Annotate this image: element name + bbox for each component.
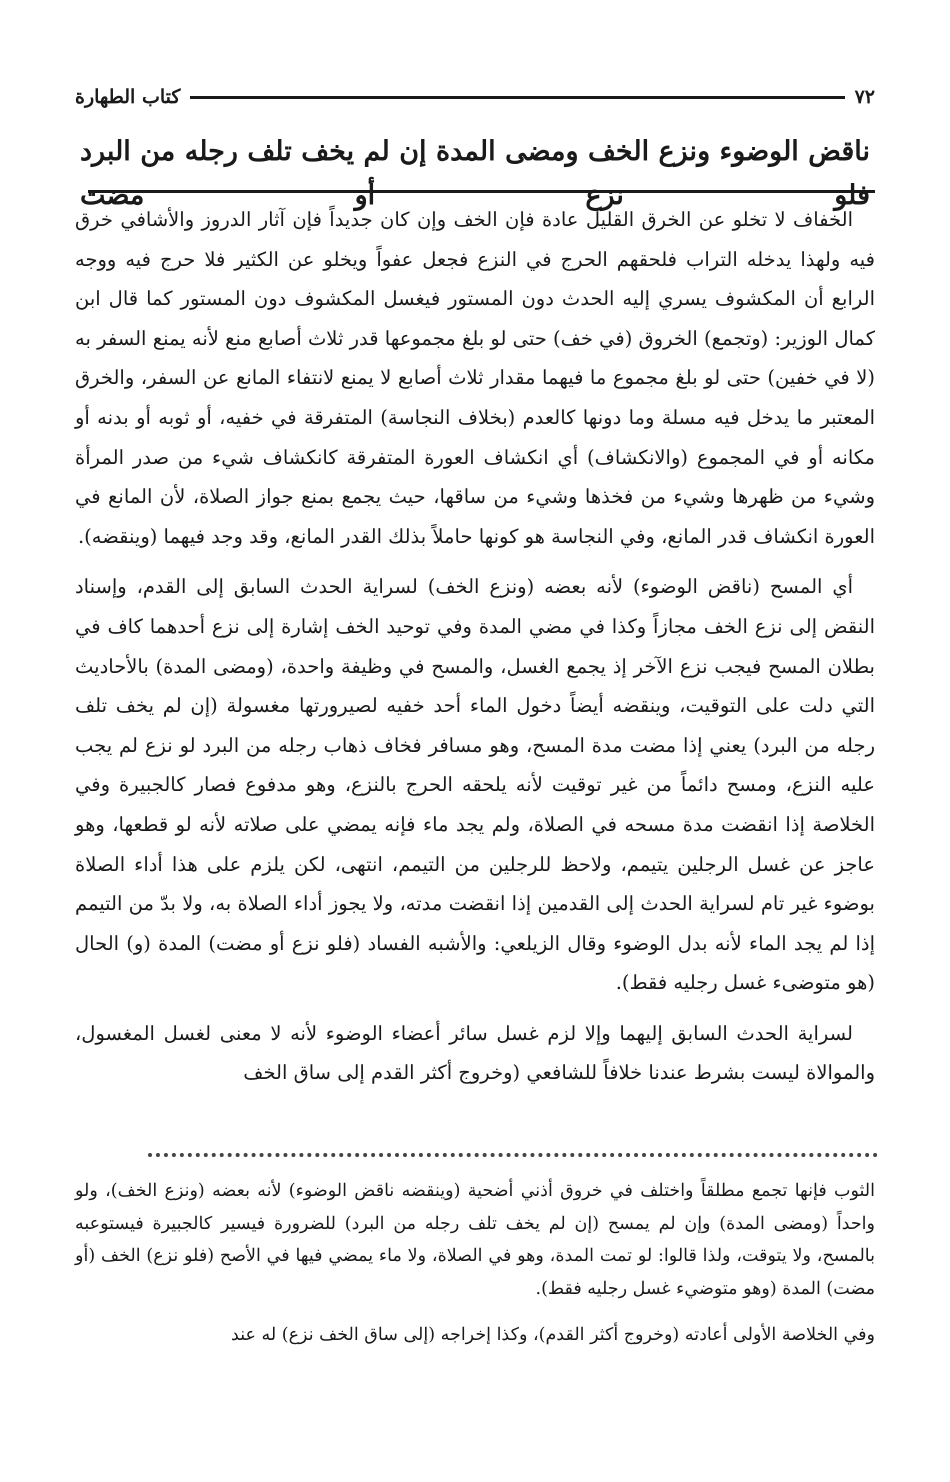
footnote-block (75, 1175, 875, 1352)
matn-separator-rule (88, 190, 875, 193)
dotted-separator (148, 1153, 878, 1157)
header-rule (190, 96, 844, 99)
footnote-paragraph: الثوب فإنها تجمع مطلقاً واختلف في خروق أذني أضحية (وينقضه ناقض الوضوء) لأنه بعضه (ونزع الخف)، ولو واحداً (ومضى المدة) وإن لم يمسح (إن لم يخف تلف رجله من البرد) للضرورة فيسير كالجبيرة فيستوعبه بالمسح، ولا يتوقت، ولذا قالوا: لو تمت المدة، وهو في الصلاة، ولا ماء يمضي فيها في الأصح (فلو نزع) الخف (أو مضت) المدة (وهو متوضيء غسل رجليه فقط). (75, 1181, 875, 1299)
commentary-paragraph: أي المسح (ناقض الوضوء) لأنه بعضه (ونزع الخف) لسراية الحدث السابق إلى القدم، وإسناد النقض إلى نزع الخف مجازاً وكذا في مضي المدة وفي توحيد الخف إشارة إلى نزع أحدهما كاف في بطلان المسح فيجب نزع الآخر إذ يجمع الغسل، والمسح في وظيفة واحدة، (ومضى المدة) بالأحاديث التي دلت على التوقيت، وينقضه أيضاً دخول الماء أحد خفيه لصيرورتها مغسولة (إن لم يخف تلف رجله من البرد) يعني إذا مضت مدة المسح، وهو مسافر فخاف ذهاب رجله من البرد لو نزع لم يجب عليه النزع، ومسح دائماً من غير توقيت لأنه يلحقه الحرج بالنزع، وهو مدفوع فصار كالجبيرة وفي الخلاصة إذا انقضت مدة مسحه في الصلاة، ولم يجد ماء فإنه يمضي على صلاته لأنه لو قطعها، وهو عاجز عن غسل الرجلين يتيمم، ولاحظ للرجلين من التيمم، انتهى، لكن يلزم على هذا أداء الصلاة بوضوء غير تام لسراية الحدث إلى القدمين إذا انقضت مدته، ولا يجوز أداء الصلاة به، ولا بدّ من التيمم إذا لم يجد الماء لأنه بدل الوضوء وقال الزيلعي: والأشبه الفساد (فلو نزع أو مضت) المدة (و) الحال (هو متوضىء غسل رجليه فقط). (75, 575, 875, 995)
commentary-block (75, 200, 875, 1093)
page-number: ٧٢ (854, 86, 875, 108)
commentary-paragraph: الخفاف لا تخلو عن الخرق القليل عادة فإن الخف وإن كان جديداً فإن آثار الدروز والأشافي خرق فيه ولهذا يدخله التراب فلحقهم الحرج في النزع فجعل عفواً ويخلو عن الكثير فلا حرج فيه ووجه الرابع أن المكشوف يسري إليه الحدث دون المستور فيغسل المكشوف دون المستور كما قال ابن كمال الوزير: (وتجمع) الخروق (في خف) حتى لو بلغ مجموعها قدر ثلاث أصابع منع لأنه يمنع السفر به (لا في خفين) حتى لو بلغ مجموع ما فيهما مقدار ثلاث أصابع لا يمنع لانتفاء المانع عن السفر، والخرق المعتبر ما يدخل فيه مسلة وما دونها كالعدم (بخلاف النجاسة) المتفرقة في خفيه، أو ثوبه أو بدنه أو مكانه أو في المجموع (والانكشاف) أي انكشاف العورة المتفرقة كانكشاف شيء من صدر المرأة وشيء من ظهرها وشيء من فخذها وشيء من ساقها، حيث يجمع بمنع جواز الصلاة، لأن المانع في العورة انكشاف قدر المانع، وفي النجاسة هو كونها حاملاً بذلك القدر المانع، وقد وجد فيهما (وينقضه). (75, 208, 875, 548)
matn-text: ناقض الوضوء ونزع الخف ومضى المدة إن لم يخف تلف رجله من البرد فلو نزع أو مضت (80, 136, 870, 211)
commentary-paragraph: لسراية الحدث السابق إليهما وإلا لزم غسل سائر أعضاء الوضوء لأنه لا معنى لغسل المغسول، والموالاة ليست بشرط عندنا خلافاً للشافعي (وخروج أكثر القدم إلى ساق الخف (75, 1021, 875, 1085)
running-header (75, 80, 875, 114)
footnote-paragraph: وفي الخلاصة الأولى أعادته (وخروج أكثر القدم)، وكذا إخراجه (إلى ساق الخف نزع) له عند (231, 1325, 875, 1345)
book-title: كتاب الطهارة (75, 86, 181, 108)
